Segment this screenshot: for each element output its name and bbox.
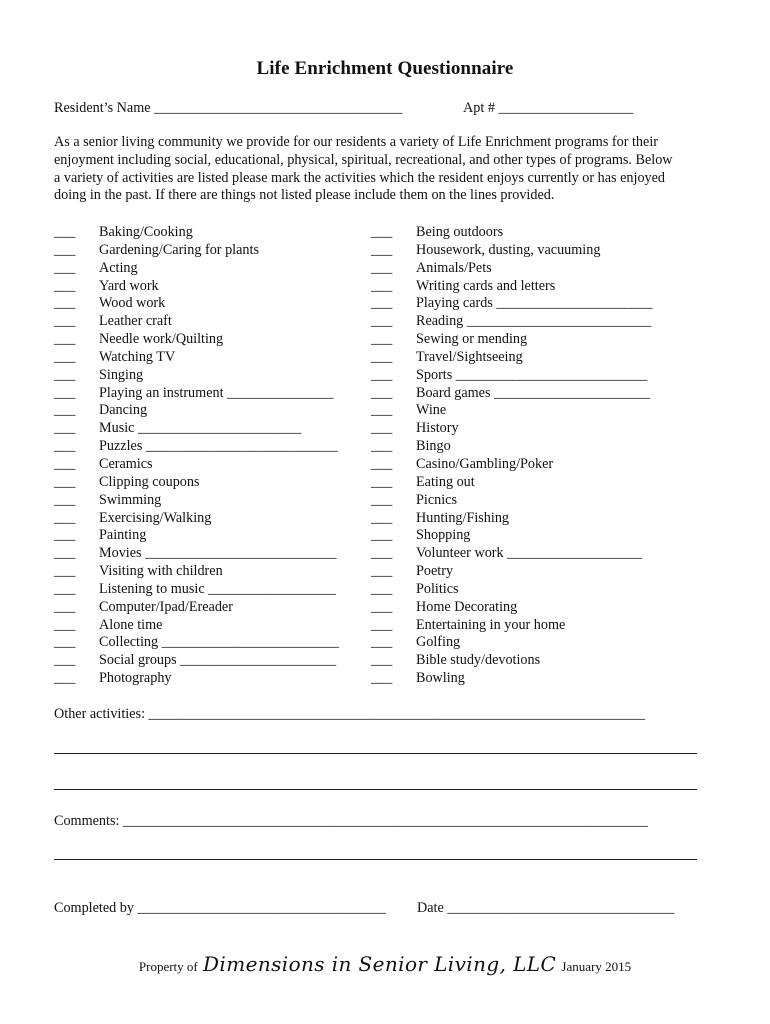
checkbox-blank[interactable]: ___ xyxy=(371,527,393,544)
activity-label: History xyxy=(416,420,459,437)
checkbox-blank[interactable]: ___ xyxy=(371,348,393,365)
activity-label: Bowling xyxy=(416,670,465,687)
checkbox-blank[interactable]: ___ xyxy=(371,224,393,240)
activity-label: Dancing xyxy=(99,402,148,419)
checkbox-blank[interactable]: ___ xyxy=(371,331,393,348)
activity-label: Eating out xyxy=(416,473,475,490)
activity-label: Baking/Cooking xyxy=(99,224,193,240)
activity-label: Playing cards ______________________ xyxy=(416,295,653,312)
checkbox-blank[interactable]: ___ xyxy=(371,402,393,419)
activity-label: Animals/Pets xyxy=(416,259,492,276)
activity-label: Politics xyxy=(416,580,459,597)
activity-label: Picnics xyxy=(416,491,457,508)
checkbox-blank[interactable]: ___ xyxy=(371,473,393,490)
activity-label: Alone time xyxy=(99,616,163,633)
activity-label: Sports ___________________________ xyxy=(416,366,648,383)
checkbox-blank[interactable]: ___ xyxy=(54,598,76,615)
checkbox-blank[interactable]: ___ xyxy=(54,509,76,526)
checkbox-blank[interactable]: ___ xyxy=(54,527,76,544)
activity-label: Reading __________________________ xyxy=(416,313,652,330)
checkbox-blank[interactable]: ___ xyxy=(54,545,76,562)
checkbox-blank[interactable]: ___ xyxy=(54,295,76,312)
activity-label: Collecting _________________________ xyxy=(99,634,339,651)
activity-label: Music _______________________ xyxy=(99,420,302,437)
checkbox-blank[interactable]: ___ xyxy=(54,277,76,294)
checkbox-blank[interactable]: ___ xyxy=(54,652,76,669)
activity-label: Writing cards and letters xyxy=(416,277,556,294)
checkbox-blank[interactable]: ___ xyxy=(371,295,393,312)
checkbox-blank[interactable]: ___ xyxy=(371,652,393,669)
completed-by-field[interactable]: Completed by ___________________________________ xyxy=(54,900,386,916)
checkbox-blank[interactable]: ___ xyxy=(54,563,76,580)
activity-label: Exercising/Walking xyxy=(99,509,212,526)
apt-number-field[interactable]: Apt # ___________________ xyxy=(463,100,634,116)
checkbox-blank[interactable]: ___ xyxy=(371,384,393,401)
activity-label: Travel/Sightseeing xyxy=(416,348,523,365)
checkbox-blank[interactable]: ___ xyxy=(371,259,393,276)
activity-label: Swimming xyxy=(99,491,162,508)
page-title: Life Enrichment Questionnaire xyxy=(256,58,514,79)
activity-label: Wood work xyxy=(99,295,166,312)
checkbox-blank[interactable]: ___ xyxy=(54,384,76,401)
activity-label: Ceramics xyxy=(99,455,153,472)
activity-label: Needle work/Quilting xyxy=(99,331,224,348)
checkbox-blank[interactable]: ___ xyxy=(54,438,76,455)
checkbox-blank[interactable]: ___ xyxy=(54,634,76,651)
resident-name-field[interactable]: Resident’s Name ___________________________________ xyxy=(54,100,403,116)
activity-label: Poetry xyxy=(416,563,454,580)
activity-label: Watching TV xyxy=(99,348,176,365)
checkbox-blank[interactable]: ___ xyxy=(371,580,393,597)
checkbox-blank[interactable]: ___ xyxy=(371,509,393,526)
checkbox-blank[interactable]: ___ xyxy=(54,402,76,419)
intro-line: a variety of activities are listed please mark the activities which the resident enjoys currently or has enjoyed xyxy=(54,169,666,186)
checkbox-blank[interactable]: ___ xyxy=(54,313,76,330)
checkbox-blank[interactable]: ___ xyxy=(54,616,76,633)
footer-prefix: Property of xyxy=(138,959,198,974)
intro-paragraph xyxy=(54,134,716,205)
checkbox-blank[interactable]: ___ xyxy=(54,670,76,687)
intro-line: doing in the past. If there are things not listed please include them on the lines provided. xyxy=(54,187,555,204)
checkbox-blank[interactable]: ___ xyxy=(54,259,76,276)
comments-field[interactable]: Comments: __________________________________________________________________________ xyxy=(54,813,648,829)
other-activities-line[interactable] xyxy=(54,753,697,754)
activity-label: Yard work xyxy=(99,277,159,294)
checkbox-blank[interactable]: ___ xyxy=(54,348,76,365)
checkbox-blank[interactable]: ___ xyxy=(371,313,393,330)
activity-label: Acting xyxy=(99,259,138,276)
activity-label: Puzzles ___________________________ xyxy=(99,438,338,455)
intro-line: As a senior living community we provide for our residents a variety of Life Enrichment programs for their xyxy=(54,134,658,150)
activity-label: Home Decorating xyxy=(416,598,518,615)
activity-label: Painting xyxy=(99,527,147,544)
activity-label: Singing xyxy=(99,366,144,383)
date-field[interactable]: Date ________________________________ xyxy=(417,900,675,916)
checkbox-blank[interactable]: ___ xyxy=(54,580,76,597)
activity-label: Listening to music __________________ xyxy=(99,580,336,597)
checkbox-blank[interactable]: ___ xyxy=(54,241,76,258)
activity-label: Clipping coupons xyxy=(99,473,200,490)
checkbox-blank[interactable]: ___ xyxy=(54,420,76,437)
activity-label: Photography xyxy=(99,670,172,687)
checkbox-blank[interactable]: ___ xyxy=(371,598,393,615)
activity-label: Board games ______________________ xyxy=(416,384,651,401)
footer xyxy=(0,952,770,976)
checkbox-blank[interactable]: ___ xyxy=(54,491,76,508)
activity-label: Entertaining in your home xyxy=(416,616,566,633)
activity-label: Movies ___________________________ xyxy=(99,545,337,562)
activity-label: Volunteer work ___________________ xyxy=(416,545,642,562)
activity-label: Sewing or mending xyxy=(416,331,528,348)
checkbox-blank[interactable]: ___ xyxy=(371,420,393,437)
checkbox-blank[interactable]: ___ xyxy=(54,455,76,472)
activity-label: Computer/Ipad/Ereader xyxy=(99,598,233,615)
checkbox-blank[interactable]: ___ xyxy=(54,366,76,383)
footer-date: January 2015 xyxy=(561,959,632,974)
activity-label: Playing an instrument _______________ xyxy=(99,384,334,401)
checkbox-blank[interactable]: ___ xyxy=(54,224,76,240)
checkbox-blank[interactable]: ___ xyxy=(371,491,393,508)
checkbox-blank[interactable]: ___ xyxy=(371,616,393,633)
checkbox-blank[interactable]: ___ xyxy=(371,545,393,562)
checkbox-blank[interactable]: ___ xyxy=(371,277,393,294)
checkbox-blank[interactable]: ___ xyxy=(54,473,76,490)
checkbox-blank[interactable]: ___ xyxy=(371,366,393,383)
intro-line: enjoyment including social, educational, physical, spiritual, recreational, and other types of programs. Below xyxy=(54,151,673,168)
other-activities-field[interactable]: Other activities: ______________________________________________________________________ xyxy=(54,706,646,722)
checkbox-blank[interactable]: ___ xyxy=(371,438,393,455)
activity-label: Casino/Gambling/Poker xyxy=(416,455,554,472)
activity-label: Housework, dusting, vacuuming xyxy=(416,241,601,258)
activity-label: Gardening/Caring for plants xyxy=(99,241,259,258)
activity-label: Wine xyxy=(416,402,447,419)
activity-label: Visiting with children xyxy=(99,563,223,580)
activity-label: Social groups ______________________ xyxy=(99,652,337,669)
checkbox-blank[interactable]: ___ xyxy=(371,563,393,580)
activity-label: Shopping xyxy=(416,527,471,544)
checkbox-blank[interactable]: ___ xyxy=(371,241,393,258)
activity-label: Golfing xyxy=(416,634,461,651)
checkbox-blank[interactable]: ___ xyxy=(54,331,76,348)
activity-label: Leather craft xyxy=(99,313,172,330)
checkbox-blank[interactable]: ___ xyxy=(371,670,393,687)
checkbox-blank[interactable]: ___ xyxy=(371,455,393,472)
comments-line[interactable] xyxy=(54,859,697,860)
activity-label: Hunting/Fishing xyxy=(416,509,510,526)
other-activities-line[interactable] xyxy=(54,789,697,790)
checkbox-blank[interactable]: ___ xyxy=(371,634,393,651)
activity-label: Bible study/devotions xyxy=(416,652,541,669)
activity-label: Bingo xyxy=(416,438,451,455)
activity-label: Being outdoors xyxy=(416,224,504,240)
company-name: Dimensions in Senior Living, LLC xyxy=(203,952,557,976)
